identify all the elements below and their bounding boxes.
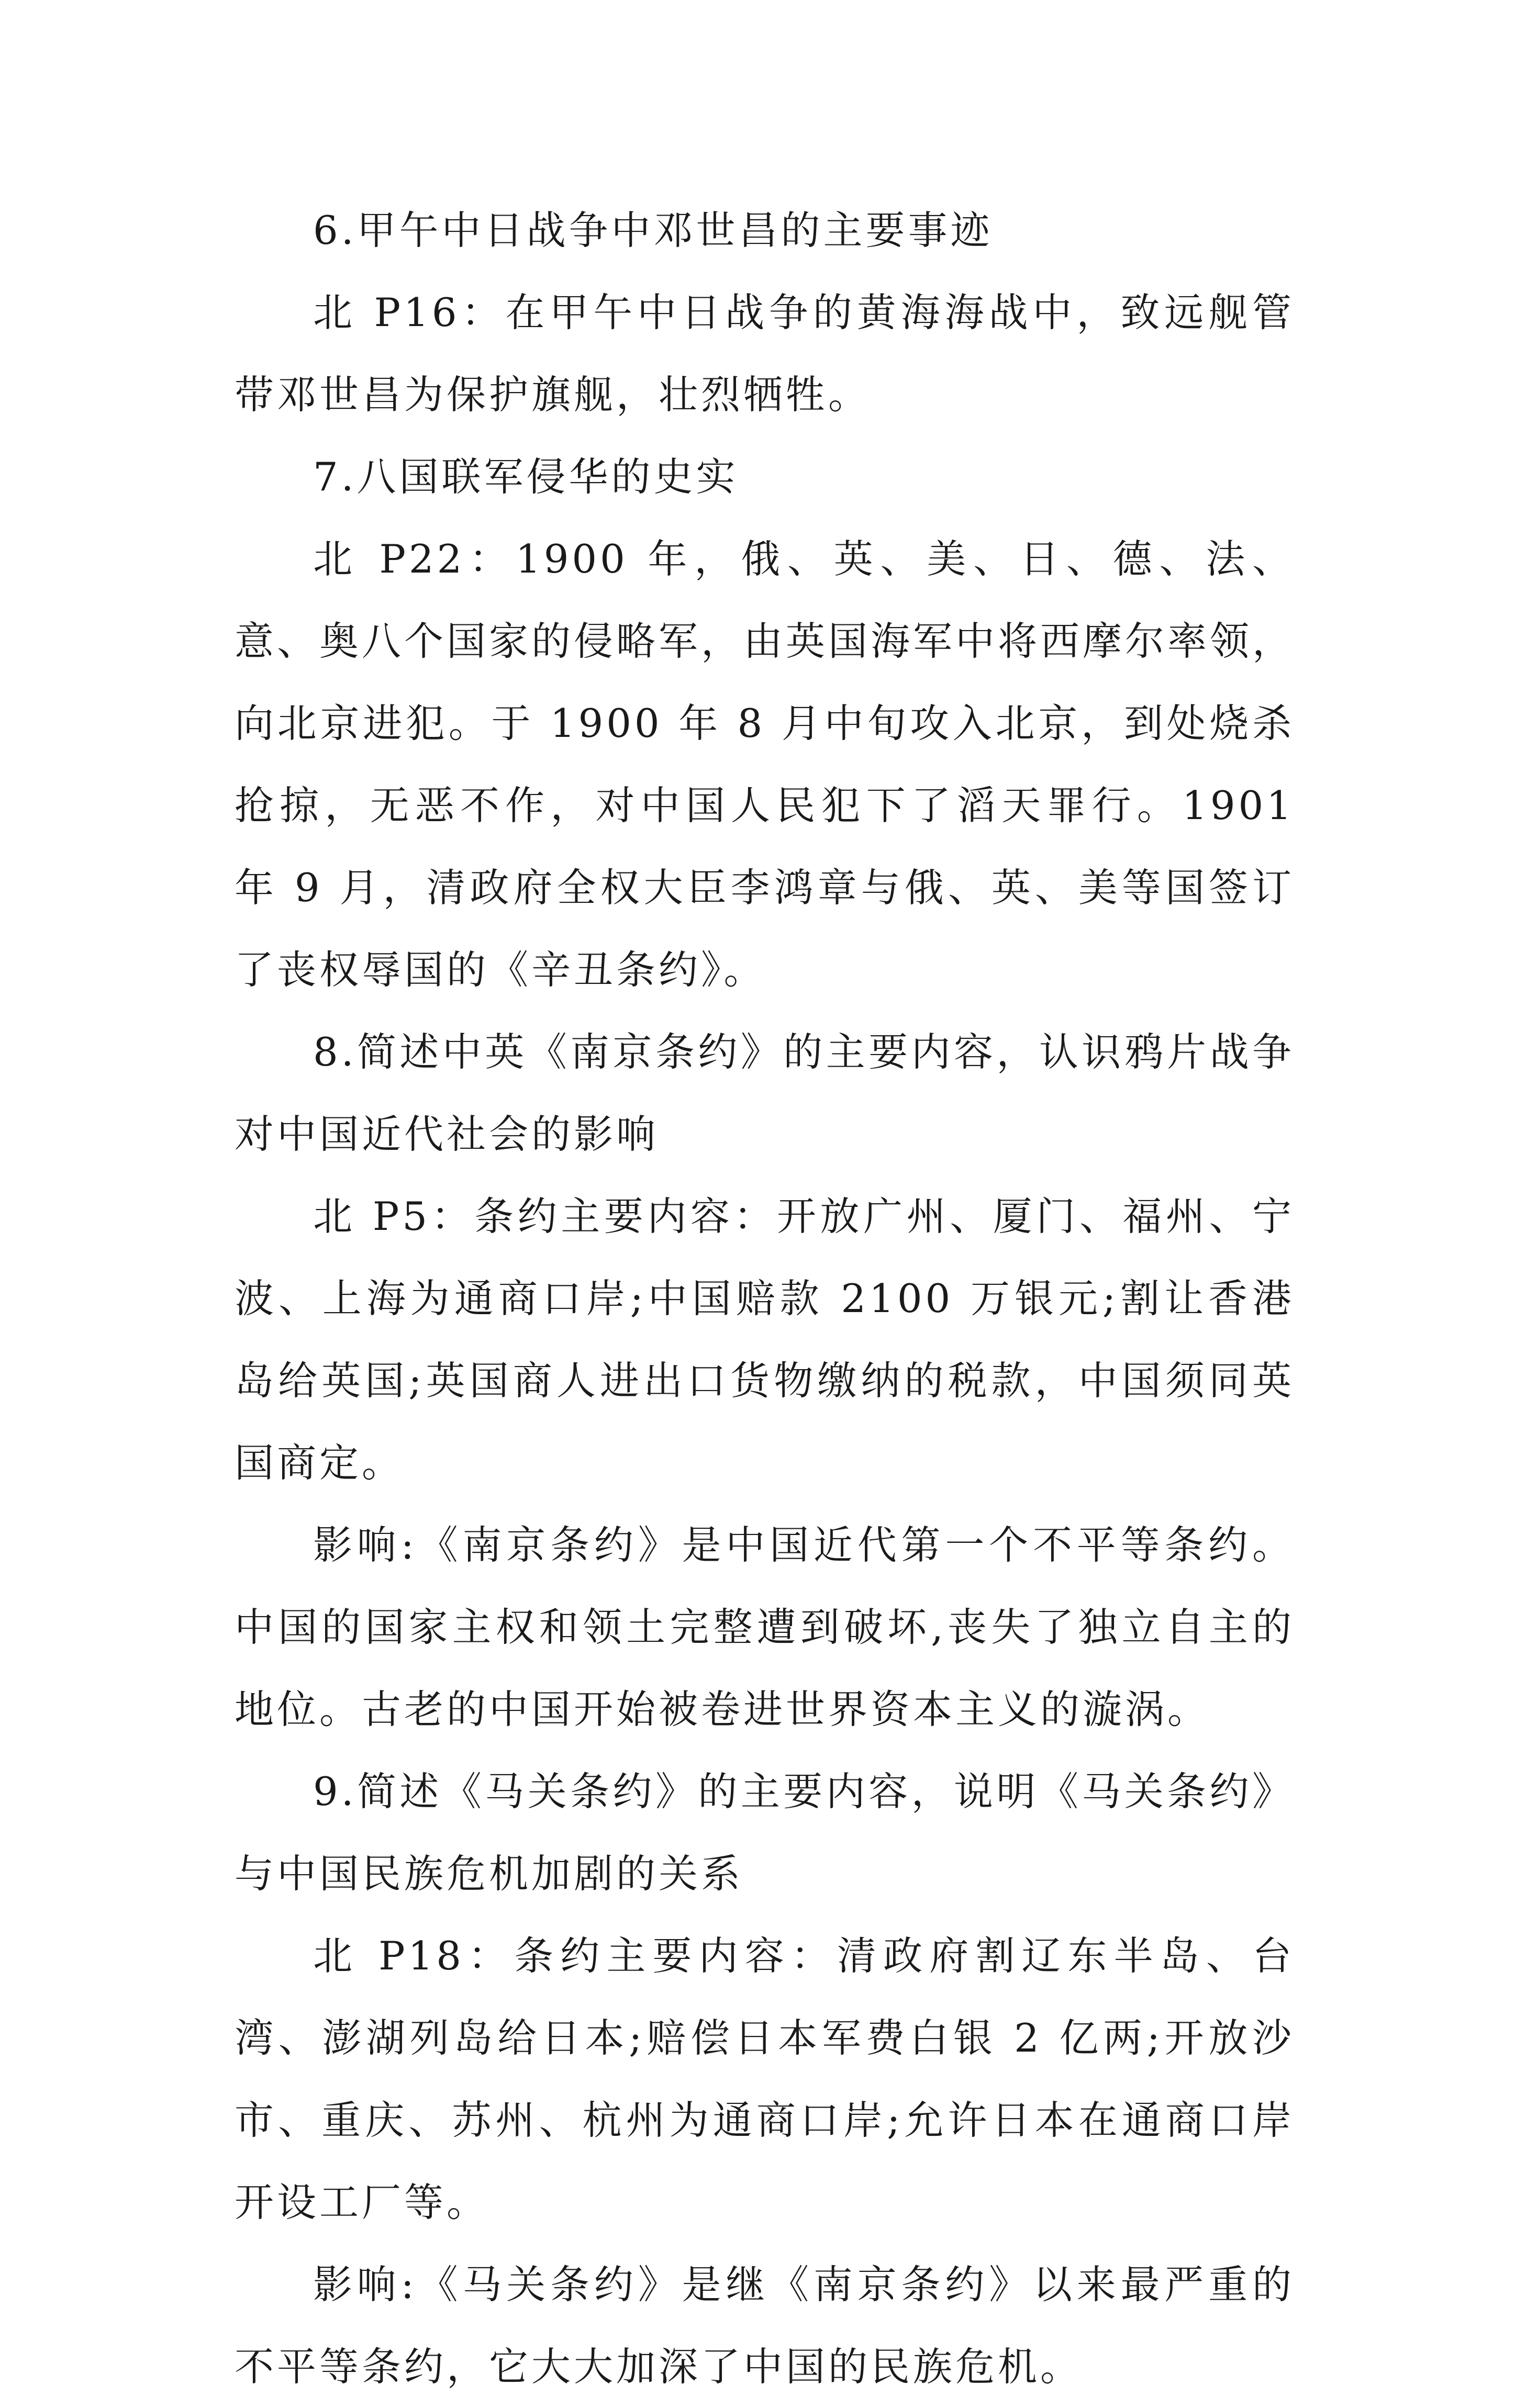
- paragraph-treaty-of-nanjing-impact: 影响:《南京条约》是中国近代第一个不平等条约。中国的国家主权和领土完整遭到破坏,丧失了独立自主的地位。古老的中国开始被卷进世界资本主义的漩涡。: [235, 1522, 1295, 1732]
- heading-eight-nation-alliance: 7.八国联军侵华的史实: [313, 454, 739, 500]
- paragraph-treaty-of-shimonoseki-content: 北 P18：条约主要内容：清政府割辽东半岛、台湾、澎湖列岛给日本;赔偿日本军费白银 2 亿两;开放沙市、重庆、苏州、杭州为通商口岸;允许日本在通商口岸开设工厂等。: [235, 1933, 1295, 2225]
- heading-treaty-of-shimonoseki: 9.简述《马关条约》的主要内容，说明《马关条约》与中国民族危机加剧的关系: [235, 1768, 1295, 1897]
- paragraph-deng-shichang: 北 P16：在甲午中日战争的黄海海战中，致远舰管带邓世昌为保护旗舰，壮烈牺牲。: [235, 289, 1295, 418]
- heading-treaty-of-nanjing: 8.简述中英《南京条约》的主要内容，认识鸦片战争对中国近代社会的影响: [235, 1029, 1295, 1157]
- paragraph-treaty-of-shimonoseki-impact: 影响:《马关条约》是继《南京条约》以来最严重的不平等条约，它大大加深了中国的民族危机。: [235, 2261, 1295, 2390]
- document-body: [235, 189, 1295, 2408]
- paragraph-eight-nation-alliance: 北 P22：1900 年，俄、英、美、日、德、法、意、奥八个国家的侵略军，由英国海军中将西摩尔率领，向北京进犯。于 1900 年 8 月中旬攻入北京，到处烧杀抢掠，无恶不作，对中国人民犯下了滔天罪行。1901 年 9 月，清政府全权大臣李鸿章与俄、英、美等国签订了丧权辱国的《辛丑条约》。: [235, 536, 1295, 993]
- heading-deng-shichang: 6.甲午中日战争中邓世昌的主要事迹: [313, 207, 993, 253]
- paragraph-treaty-of-nanjing-content: 北 P5：条约主要内容：开放广州、厦门、福州、宁波、上海为通商口岸;中国赔款 2100 万银元;割让香港岛给英国;英国商人进出口货物缴纳的税款，中国须同英国商定。: [235, 1193, 1295, 1486]
